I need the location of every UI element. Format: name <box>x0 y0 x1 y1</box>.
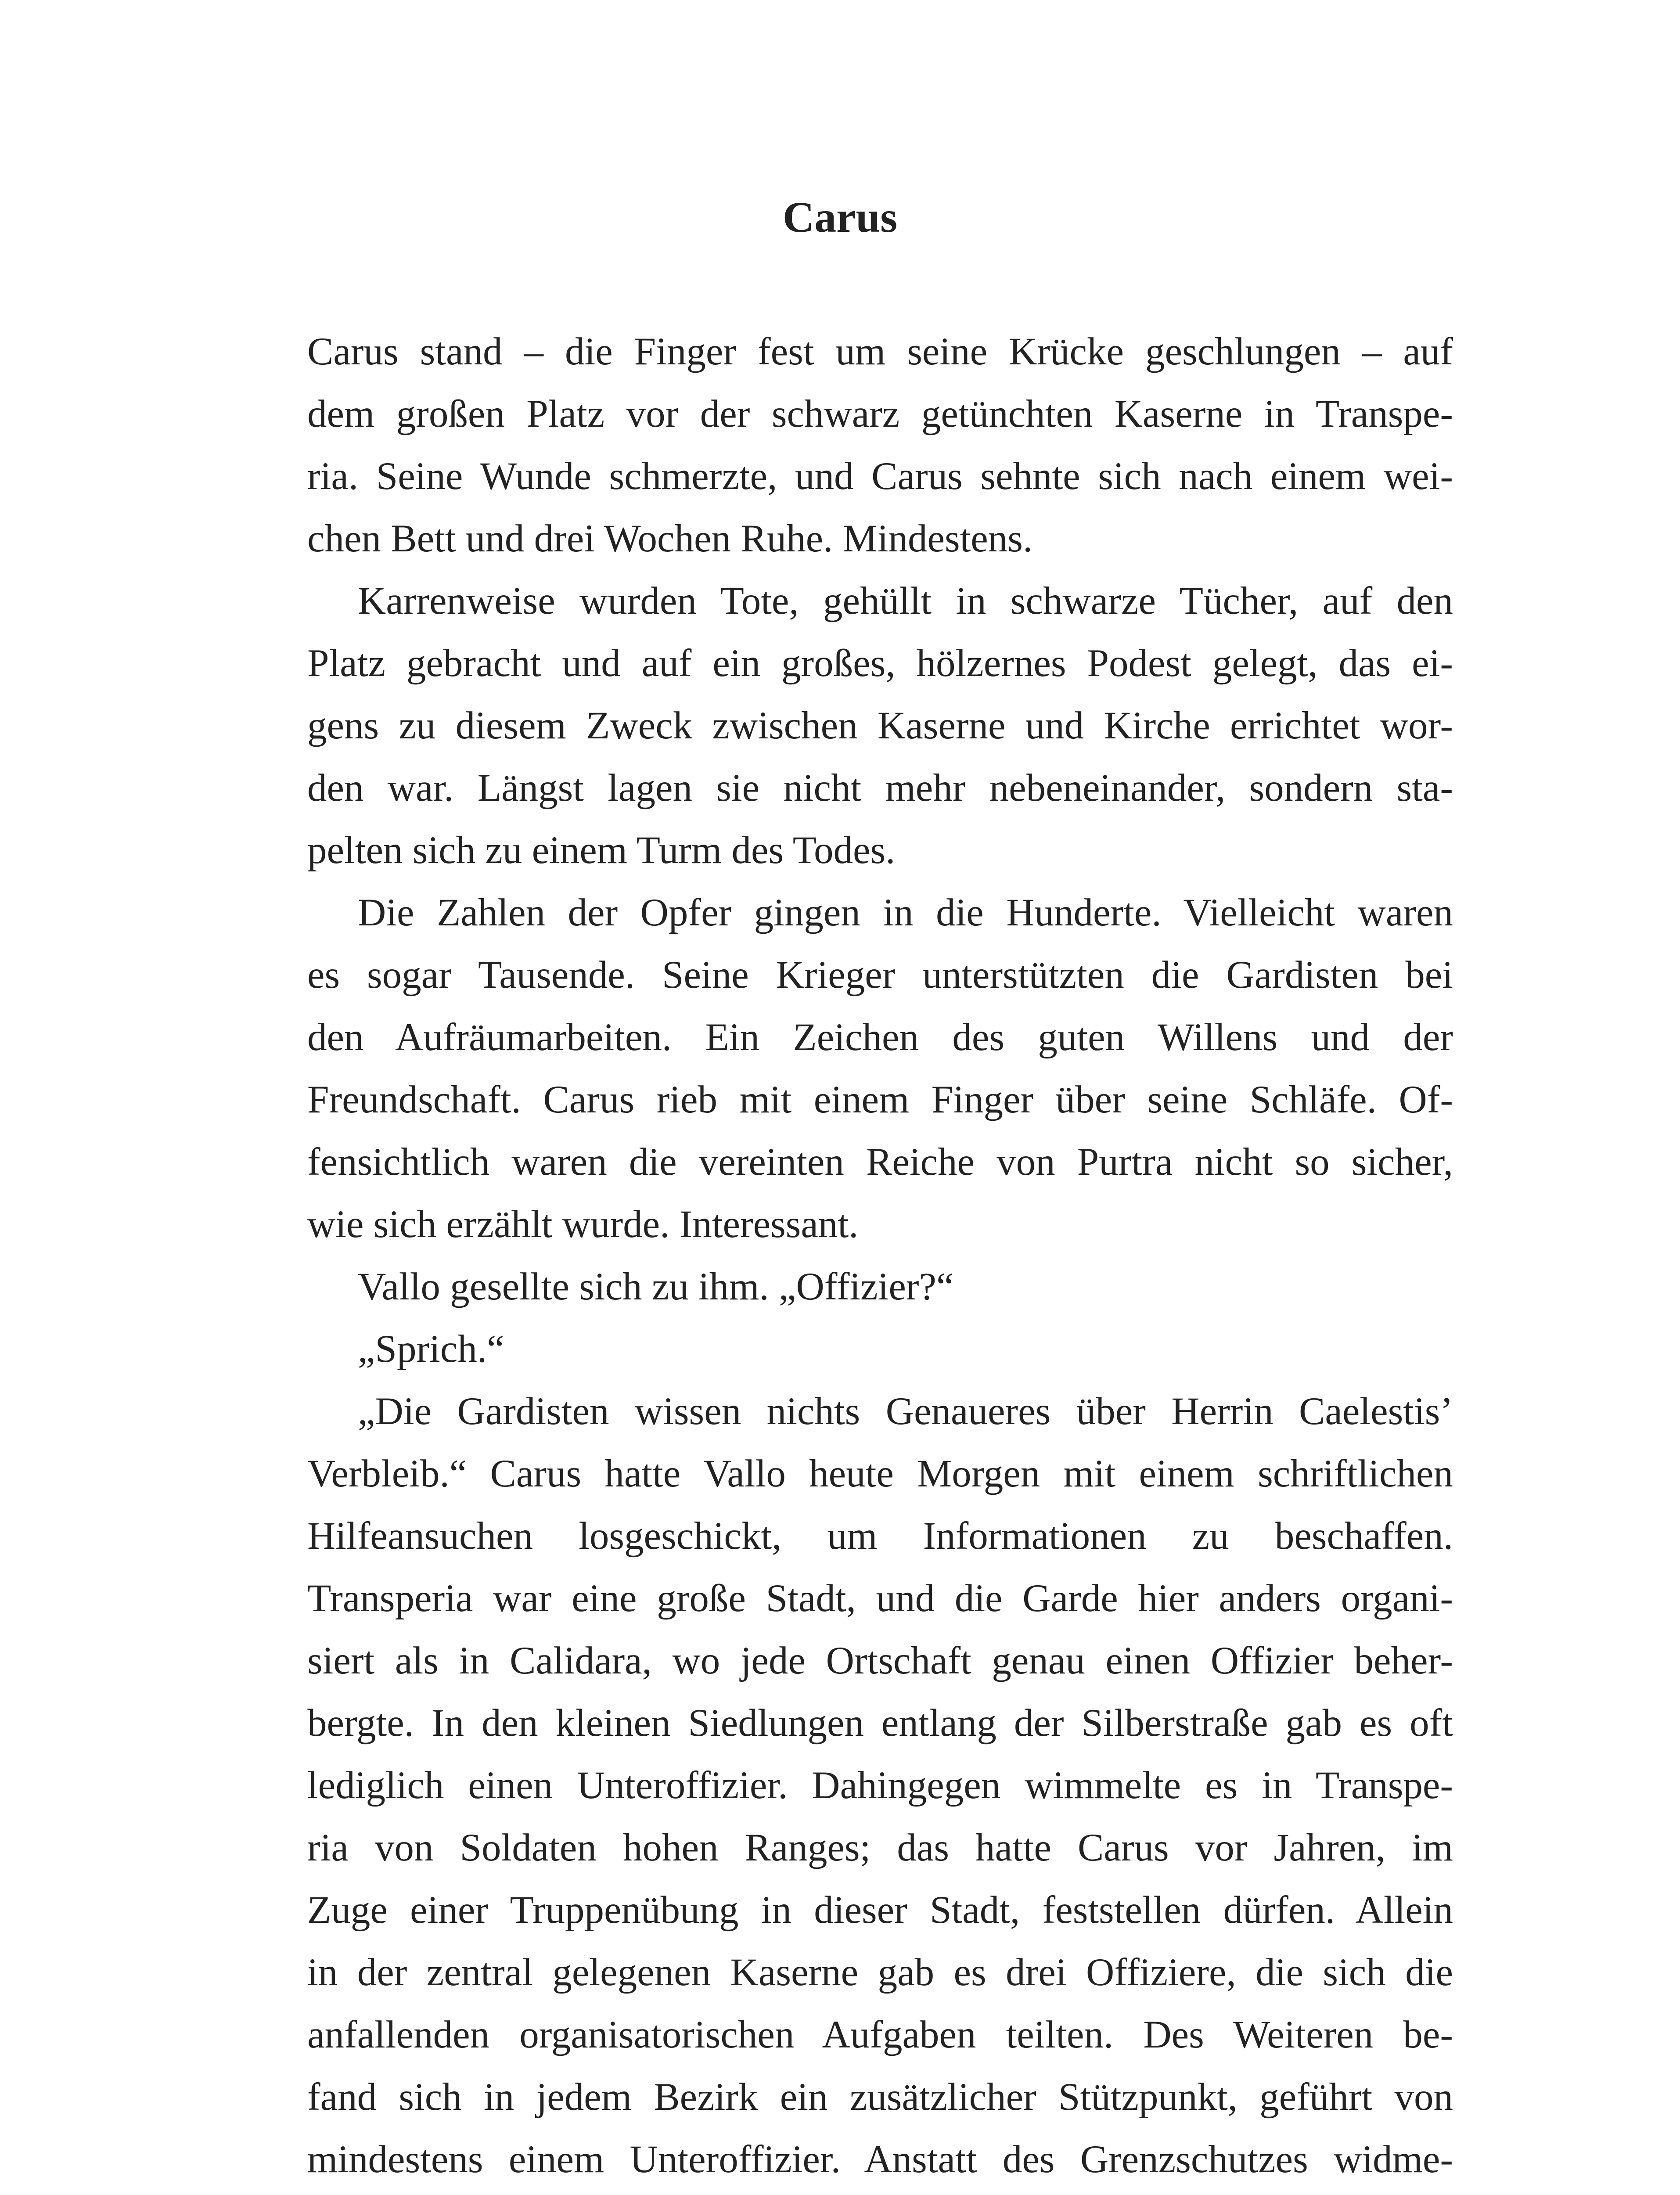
paragraph <box>307 320 1453 570</box>
text-line: Verbleib.“ Carus hatte Vallo heute Morgen mit einem schriftlichen <box>307 1452 1453 1495</box>
text-line: wie sich erzählt wurde. Interessant. <box>307 1203 859 1246</box>
text-line: anfallenden organisatorischen Aufgaben teilten. Des Weiteren be- <box>307 2013 1453 2056</box>
text-line: es sogar Tausende. Seine Krieger unterstützten die Gardisten bei <box>307 954 1453 997</box>
chapter-title: Carus <box>782 193 898 241</box>
text-line: Carus stand – die Finger fest um seine Krücke geschlungen – auf <box>307 330 1453 373</box>
paragraph <box>307 882 1453 1256</box>
text-line: siert als in Calidara, wo jede Ortschaft genau einen Offizier beher- <box>307 1639 1453 1682</box>
text-line: in der zentral gelegenen Kaserne gab es drei Offiziere, die sich die <box>307 1951 1453 1994</box>
paragraph <box>307 1318 1453 1380</box>
text-line: Freundschaft. Carus rieb mit einem Finger über seine Schläfe. Of- <box>307 1078 1453 1121</box>
text-line: ria. Seine Wunde schmerzte, und Carus sehnte sich nach einem wei- <box>307 455 1453 498</box>
text-line: lediglich einen Unteroffizier. Dahingegen wimmelte es in Transpe- <box>307 1764 1453 1807</box>
paragraph <box>307 570 1453 882</box>
text-line: dem großen Platz vor der schwarz getünchten Kaserne in Transpe- <box>307 392 1453 435</box>
text-line: chen Bett und drei Wochen Ruhe. Mindestens. <box>307 517 1033 560</box>
paragraph <box>307 1380 1453 2191</box>
paragraph <box>307 1256 1453 1318</box>
text-line: den war. Längst lagen sie nicht mehr nebeneinander, sondern sta- <box>307 766 1453 810</box>
text-line: Karrenweise wurden Tote, gehüllt in schwarze Tücher, auf den <box>358 579 1453 623</box>
text-line: pelten sich zu einem Turm des Todes. <box>307 829 896 872</box>
text-line: fand sich in jedem Bezirk ein zusätzlicher Stützpunkt, geführt von <box>307 2076 1453 2119</box>
text-line: „Sprich.“ <box>358 1328 504 1371</box>
text-line: Hilfeansuchen losgeschickt, um Informationen zu beschaffen. <box>307 1515 1453 1558</box>
text-line: Zuge einer Truppenübung in dieser Stadt, feststellen dürfen. Allein <box>307 1889 1453 1932</box>
text-line: Platz gebracht und auf ein großes, hölzernes Podest gelegt, das ei- <box>307 642 1453 685</box>
body-text <box>307 320 1453 2191</box>
text-line: ria von Soldaten hohen Ranges; das hatte Carus vor Jahren, im <box>307 1826 1453 1869</box>
text-line: Vallo gesellte sich zu ihm. „Offizier?“ <box>358 1265 954 1308</box>
page-number <box>1414 2191 1453 2195</box>
text-line: „Die Gardisten wissen nichts Genaueres über Herrin Caelestis’ <box>358 1390 1453 1433</box>
text-line: mindestens einem Unteroffizier. Anstatt des Grenzschutzes widme- <box>307 2138 1453 2181</box>
text-line: Die Zahlen der Opfer gingen in die Hunderte. Vielleicht waren <box>358 891 1453 934</box>
text-line: den Aufräumarbeiten. Ein Zeichen des guten Willens und der <box>307 1016 1453 1059</box>
text-line: Transperia war eine große Stadt, und die Garde hier anders organi- <box>307 1577 1453 1620</box>
text-line: gens zu diesem Zweck zwischen Kaserne und Kirche errichtet wor- <box>307 704 1453 747</box>
text-line: bergte. In den kleinen Siedlungen entlang der Silberstraße gab es oft <box>307 1702 1453 1745</box>
text-line: fensichtlich waren die vereinten Reiche von Purtra nicht so sicher, <box>307 1141 1453 1184</box>
